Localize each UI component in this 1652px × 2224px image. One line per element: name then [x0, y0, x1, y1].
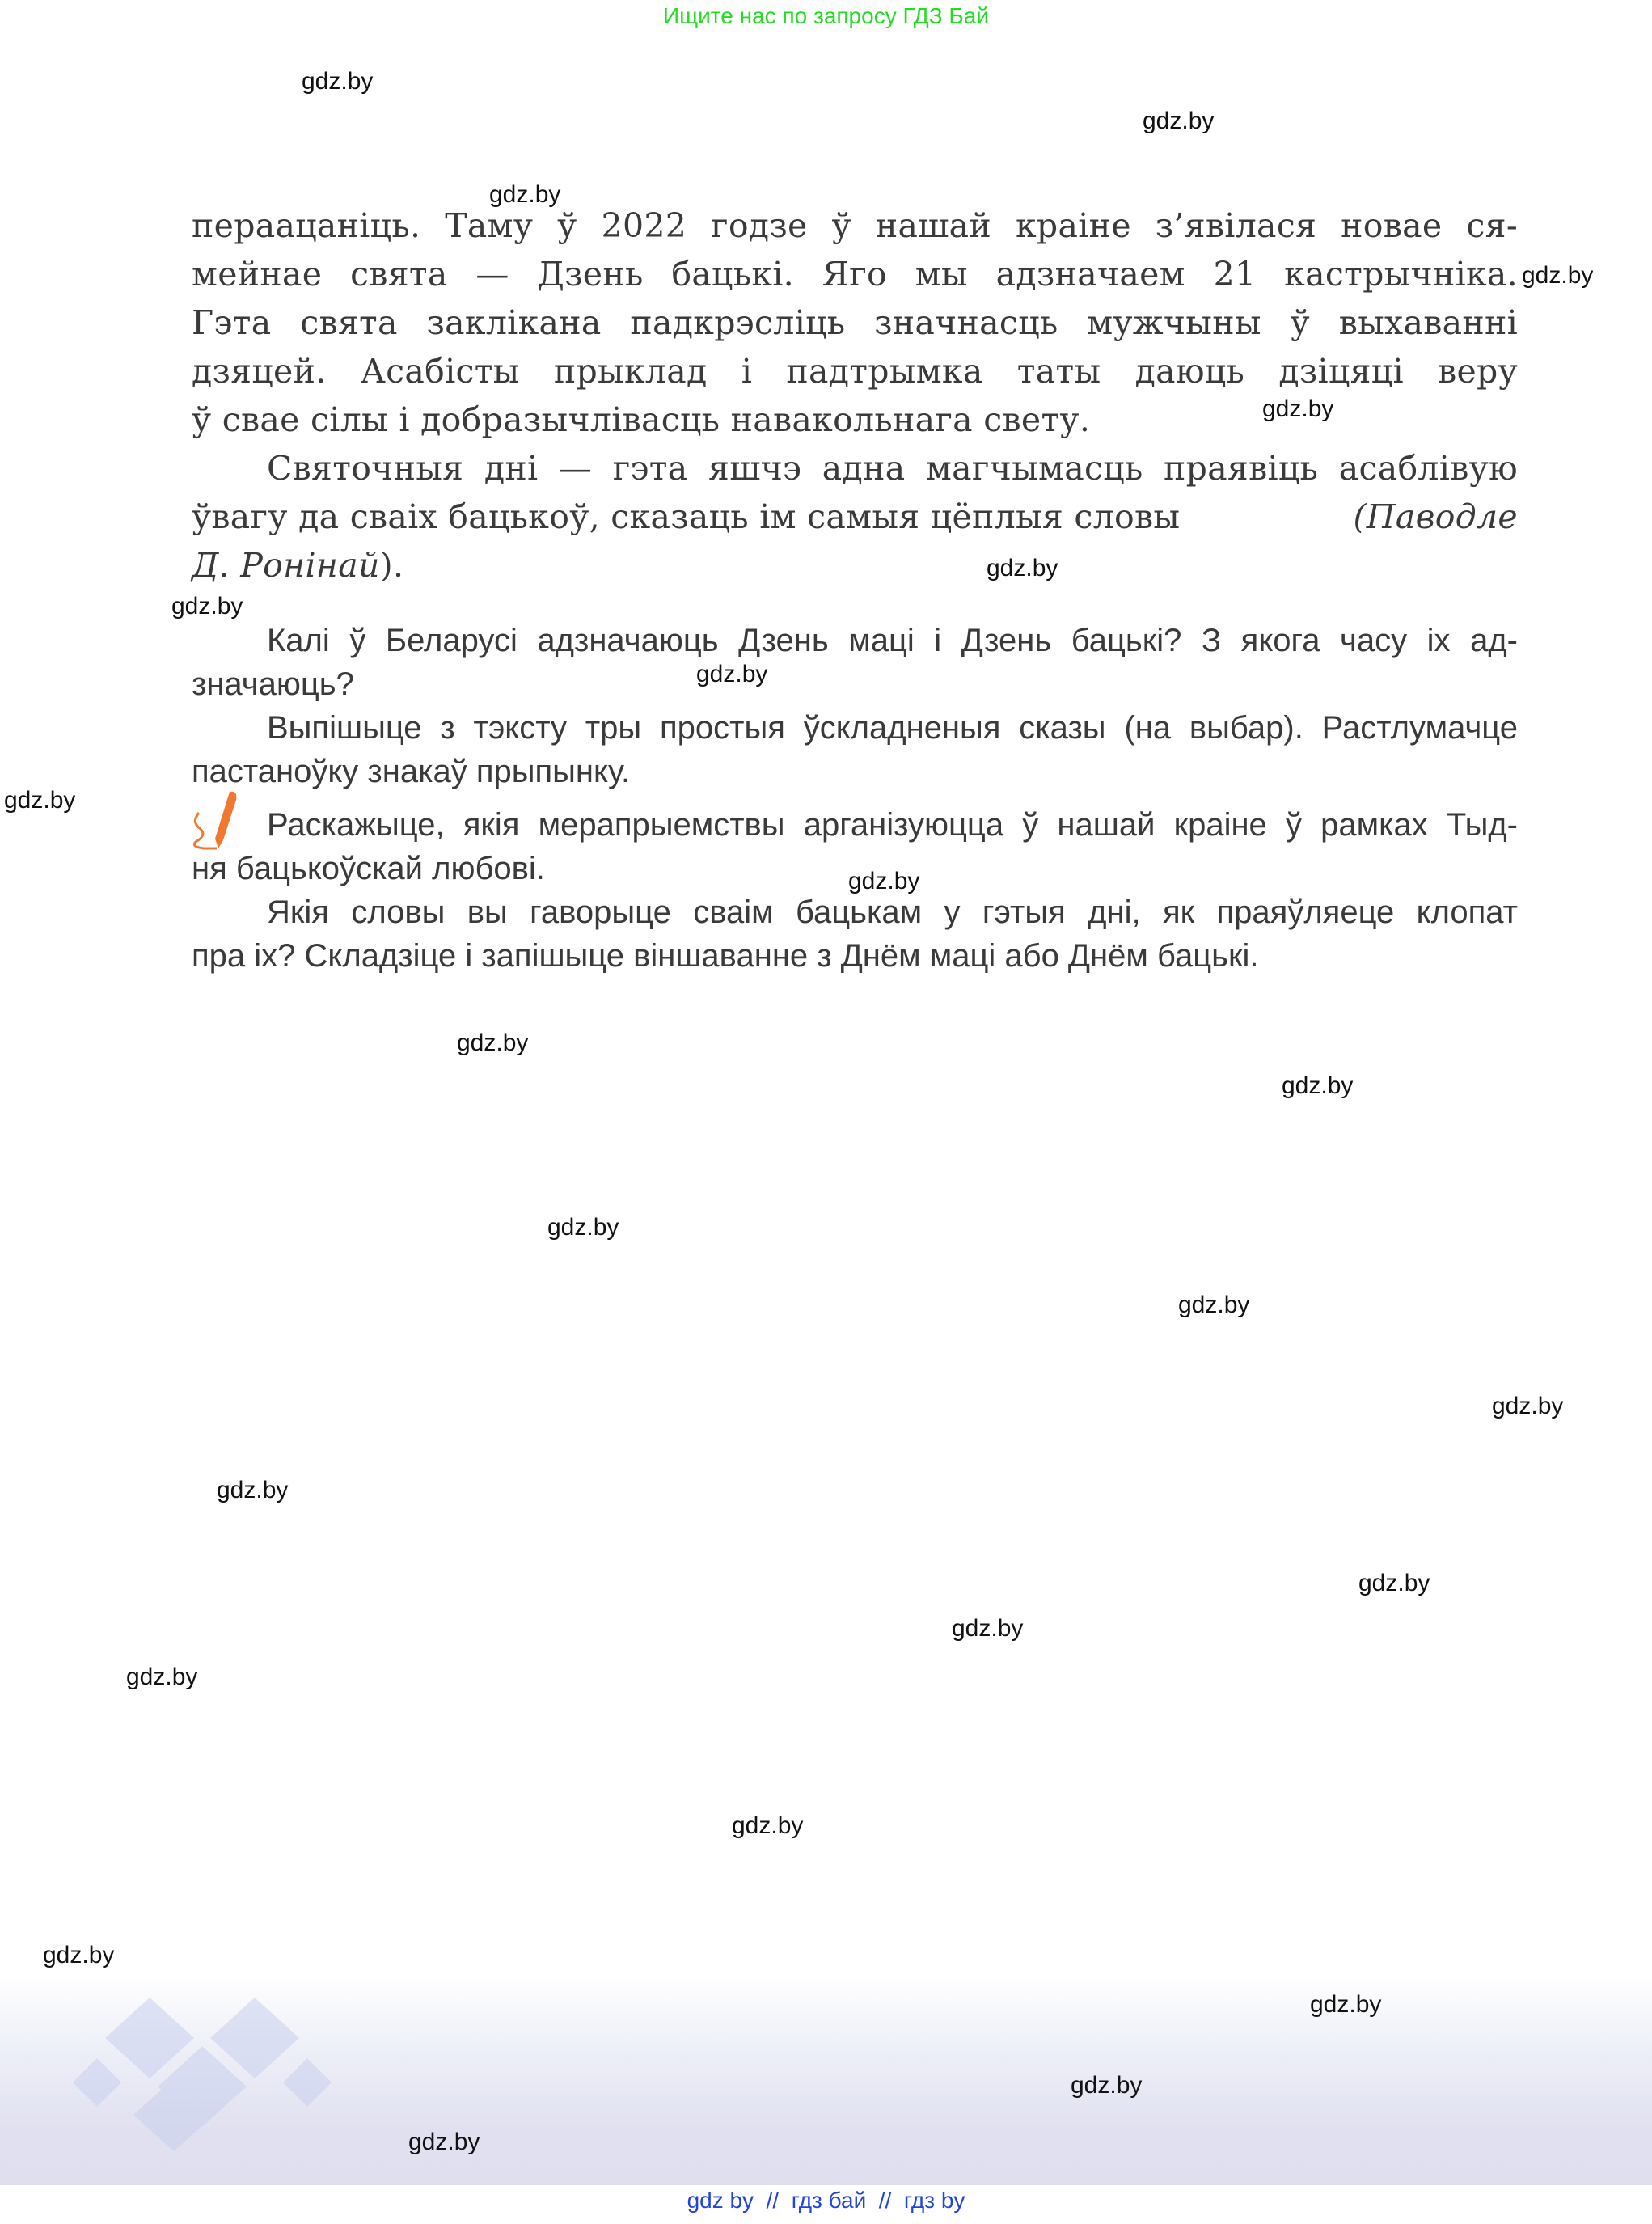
watermark: gdz.by	[408, 2129, 480, 2155]
watermark: gdz.by	[1143, 108, 1215, 134]
diamond-decoration-icon	[73, 1998, 364, 2167]
watermark: gdz.by	[43, 1942, 115, 1968]
text-line: дзяцей. Асабісты прыклад і падтрымка таты даюць дзіцяці веру	[192, 352, 1518, 391]
watermark: gdz.by	[1178, 1292, 1250, 1318]
task-line: Выпішыце з тэксту тры простыя ўскладненыя сказы (на выбар). Растлумачце	[267, 710, 1518, 746]
watermark: gdz.by	[1071, 2072, 1143, 2099]
text-line: Гэта свята заклікана падкрэсліць значнасць мужчыны ў выхаванні	[192, 303, 1518, 342]
task-line: Якія словы вы гаворыце сваім бацькам у гэтыя дні, як праяўляеце клопат	[267, 894, 1518, 930]
text-fragment: ўвагу да сваіх бацькоў, сказаць ім самыя цёплыя словы	[192, 497, 1181, 536]
source-citation: (Паводле	[1353, 497, 1518, 536]
task-line: пра іх? Складзіце і запішыце віншаванне з Днём маці або Днём бацькі.	[192, 938, 1259, 974]
text-fragment: ).	[379, 546, 404, 585]
watermark: gdz.by	[1522, 262, 1594, 289]
source-author: Д. Ронінай	[192, 546, 380, 585]
task-line: пастаноўку знакаў прыпынку.	[192, 754, 631, 789]
watermark: gdz.by	[302, 68, 374, 95]
watermark: gdz.by	[1492, 1393, 1564, 1419]
task-line: Раскажыце, якія мерапрыемствы арганізуюцца ў нашай краіне ў рамках Тыд-	[267, 807, 1518, 843]
watermark: gdz.by	[126, 1664, 198, 1690]
text-line: мейнае свята — Дзень бацькі. Яго мы адзначаем 21 кастрычніка.	[192, 255, 1518, 294]
watermark: gdz.by	[1282, 1072, 1354, 1099]
watermark: gdz.by	[547, 1214, 619, 1241]
watermark: gdz.by	[952, 1615, 1024, 1642]
text-line: пераацаніць. Таму ў 2022 годзе ў нашай краіне з’явілася новае ся-	[192, 206, 1518, 245]
text-line: ў свае сілы і добразычлівасць навакольнага свету.	[192, 400, 1091, 439]
watermark: gdz.by	[1358, 1570, 1430, 1596]
pen-icon	[188, 789, 252, 853]
watermark: gdz.by	[171, 593, 243, 619]
watermark: gdz.by	[489, 181, 561, 208]
watermark: gdz.by	[4, 787, 76, 814]
watermark: gdz.by	[848, 868, 920, 894]
watermark: gdz.by	[217, 1477, 289, 1503]
watermark: gdz.by	[457, 1030, 529, 1056]
watermark: gdz.by	[696, 661, 768, 687]
search-hint: Ищите нас по запросу ГДЗ Бай	[662, 3, 990, 28]
watermark: gdz.by	[987, 555, 1058, 581]
text-line	[192, 546, 1518, 585]
task-line: значаюць?	[192, 666, 354, 702]
task-line: Калі ў Беларусі адзначаюць Дзень маці і Дзень бацькі? З якога часу іх ад-	[267, 623, 1518, 658]
footer-links[interactable]: gdz by // гдз бай // гдз by	[687, 2188, 965, 2213]
watermark: gdz.by	[732, 1812, 804, 1839]
watermark: gdz.by	[1310, 1991, 1382, 2018]
text-line	[192, 497, 1518, 536]
task-line: ня бацькоўскай любові.	[192, 851, 545, 886]
text-line: Святочныя дні — гэта яшчэ адна магчымасць праявіць асаблівую	[267, 449, 1518, 488]
watermark: gdz.by	[1262, 395, 1334, 422]
